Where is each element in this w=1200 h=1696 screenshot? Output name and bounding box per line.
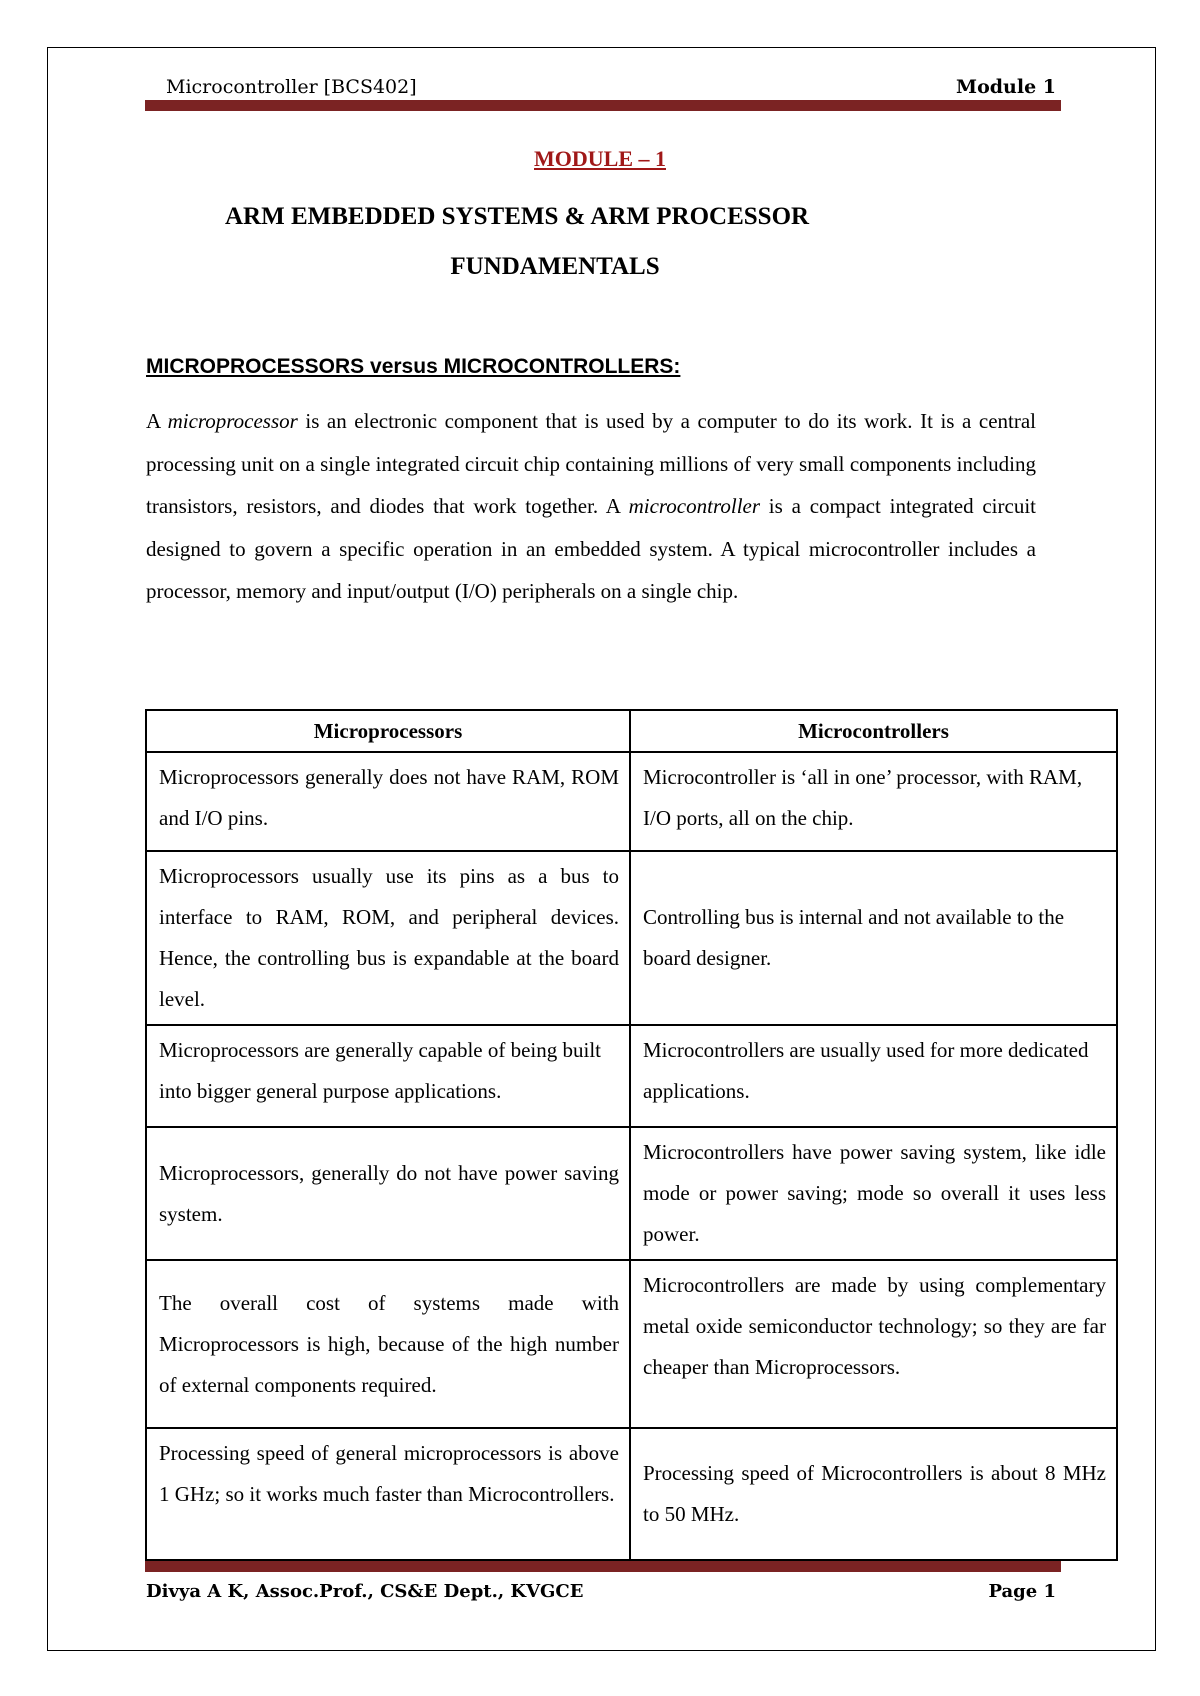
title-line-1: ARM EMBEDDED SYSTEMS & ARM PROCESSOR — [225, 203, 810, 230]
table-cell: Controlling bus is internal and not available to the board designer. — [630, 851, 1117, 1025]
comparison-table — [145, 709, 1118, 1561]
table-row — [146, 851, 1117, 1025]
table-cell: Processing speed of Microcontrollers is about 8 MHz to 50 MHz. — [630, 1428, 1117, 1560]
footer-author: Divya A K, Assoc.Prof., CS&E Dept., KVGCE — [146, 1581, 584, 1602]
module-label: MODULE – 1 — [534, 146, 666, 171]
table-cell: The overall cost of systems made with Microprocessors is high, because of the high number of external components required. — [146, 1260, 630, 1428]
header-module: Module 1 — [956, 76, 1056, 98]
table-cell: Microprocessors, generally do not have power saving system. — [146, 1127, 630, 1260]
table-row — [146, 1428, 1117, 1560]
table-row — [146, 1127, 1117, 1260]
intro-text-a: A — [146, 409, 168, 433]
table-cell: Microcontrollers are made by using complementary metal oxide semiconductor technology; so they are far cheaper than Microprocessors. — [630, 1260, 1117, 1428]
intro-text-b: is an electronic component that is used by a computer to do its work. It is a central processing unit on a single integrated circuit chip containing millions of very small components including transistors, resistors, and diodes that work together. A — [146, 409, 1036, 518]
intro-paragraph — [146, 400, 1036, 613]
table-cell: Microprocessors are generally capable of being built into bigger general purpose applications. — [146, 1025, 630, 1127]
table-cell: Microcontrollers have power saving system, like idle mode or power saving; mode so overall it uses less power. — [630, 1127, 1117, 1260]
header-course: Microcontroller [BCS402] — [166, 76, 417, 98]
table-cell: Microcontroller is ‘all in one’ processor, with RAM, I/O ports, all on the chip. — [630, 752, 1117, 851]
table-cell: Microprocessors generally does not have RAM, ROM and I/O pins. — [146, 752, 630, 851]
header-rule — [145, 100, 1061, 111]
intro-text-c: is a compact integrated circuit designed to govern a specific operation in an embedded system. A typical microcontroller includes a processor, memory and input/output (I/O) peripherals on a single chip. — [146, 494, 1036, 603]
intro-term-microprocessor: microprocessor — [167, 409, 298, 433]
table-cell: Microprocessors usually use its pins as a bus to interface to RAM, ROM, and peripheral devices. Hence, the controlling bus is expandable at the board level. — [146, 851, 630, 1025]
column-header-microprocessors: Microprocessors — [146, 710, 630, 752]
intro-term-microcontroller: microcontroller — [628, 494, 761, 518]
footer-rule — [145, 1561, 1061, 1572]
table-header-row — [146, 710, 1117, 752]
footer-page-number: Page 1 — [988, 1581, 1056, 1602]
table-row — [146, 1025, 1117, 1127]
table-cell: Microcontrollers are usually used for more dedicated applications. — [630, 1025, 1117, 1127]
table-row — [146, 1260, 1117, 1428]
table-row — [146, 752, 1117, 851]
column-header-microcontrollers: Microcontrollers — [630, 710, 1117, 752]
table-cell: Processing speed of general microprocessors is above 1 GHz; so it works much faster than Microcontrollers. — [146, 1428, 630, 1560]
title-line-2: FUNDAMENTALS — [450, 253, 660, 280]
section-heading: MICROPROCESSORS versus MICROCONTROLLERS: — [146, 355, 681, 378]
